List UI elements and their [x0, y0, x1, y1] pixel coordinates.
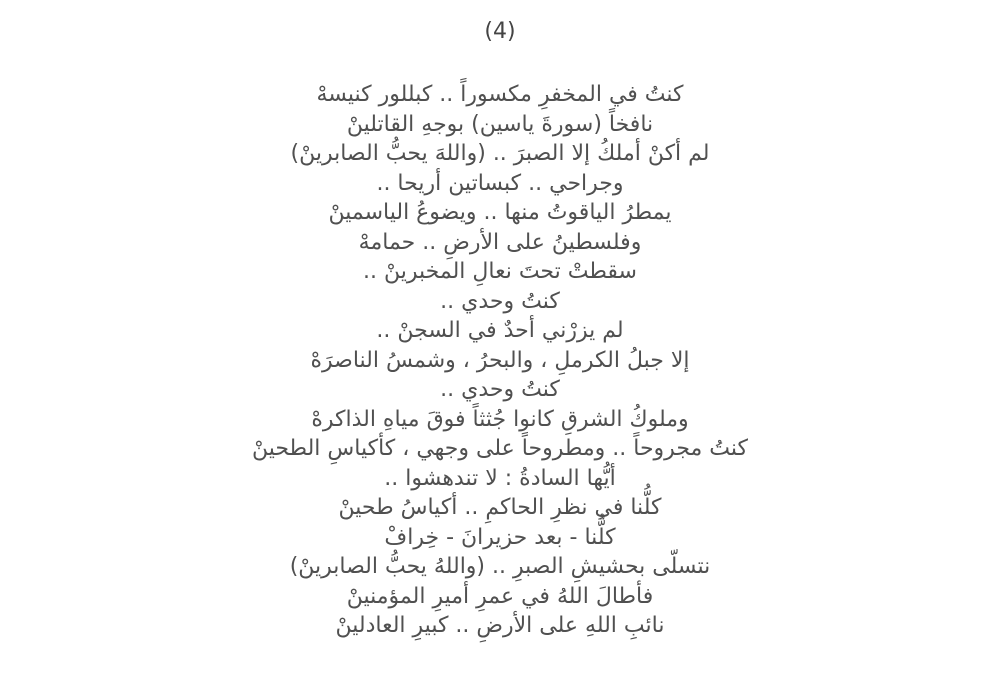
poem-line: أيُّها السادةُ : لا تندهشوا .. [384, 465, 616, 491]
poem-line: إلا جبلُ الكرملِ ، والبحرُ ، وشمسُ الناصرَهْ [310, 347, 690, 373]
poem-line: لم أكنْ أملكُ إلا الصبرَ .. (واللهَ يحبُّ الصابرينْ) [290, 141, 710, 166]
poem-line: كلُّنا - بعد حزيرانَ - خِرافْ [384, 524, 616, 550]
poem-number: (4) [484, 19, 516, 44]
poem-line: كنتُ مجروحاً .. ومطروحاً على وجهي ، كأكياسِ الطحينْ [251, 436, 749, 461]
poem-line: كلُّنا في نظرِ الحاكمِ .. أكياسُ طحينْ [338, 495, 662, 520]
poem-line: سقطتْ تحتَ نعالِ المخبرينْ .. [363, 259, 637, 284]
poem-line: وملوكُ الشرقِ كانوا جُثثاً فوقَ مياهِ الذاكرهْ [311, 406, 689, 432]
poem-line: وفلسطينُ على الأرضِ .. حمامهْ [358, 229, 642, 255]
poem-body [50, 80, 950, 641]
poem-line: كنتُ وحدي .. [440, 377, 560, 402]
poem-line: لم يزرْني أحدٌ في السجنْ .. [376, 318, 624, 343]
poem-line: فأطالَ اللهُ في عمرِ أميرِ المؤمنينْ [346, 583, 654, 609]
poem-line: يمطرُ الياقوتُ منها .. ويضوعُ الياسمينْ [328, 200, 672, 225]
poem-line: نائبِ اللهِ على الأرضِ .. كبيرِ العادلينْ [335, 613, 665, 638]
poem-line: نافخاً (سورةَ ياسين) بوجهِ القاتلينْ [346, 111, 654, 137]
poem-line: وجراحي .. كبساتين أريحا .. [376, 170, 624, 196]
poem-line: نتسلّى بحشيشِ الصبرِ .. (واللهُ يحبُّ الصابرينْ) [289, 554, 711, 579]
poem-line: كنتُ وحدي .. [440, 288, 560, 314]
poem-line: كنتُ في المخفرِ مكسوراً .. كبللور كنيسهْ [316, 82, 684, 107]
